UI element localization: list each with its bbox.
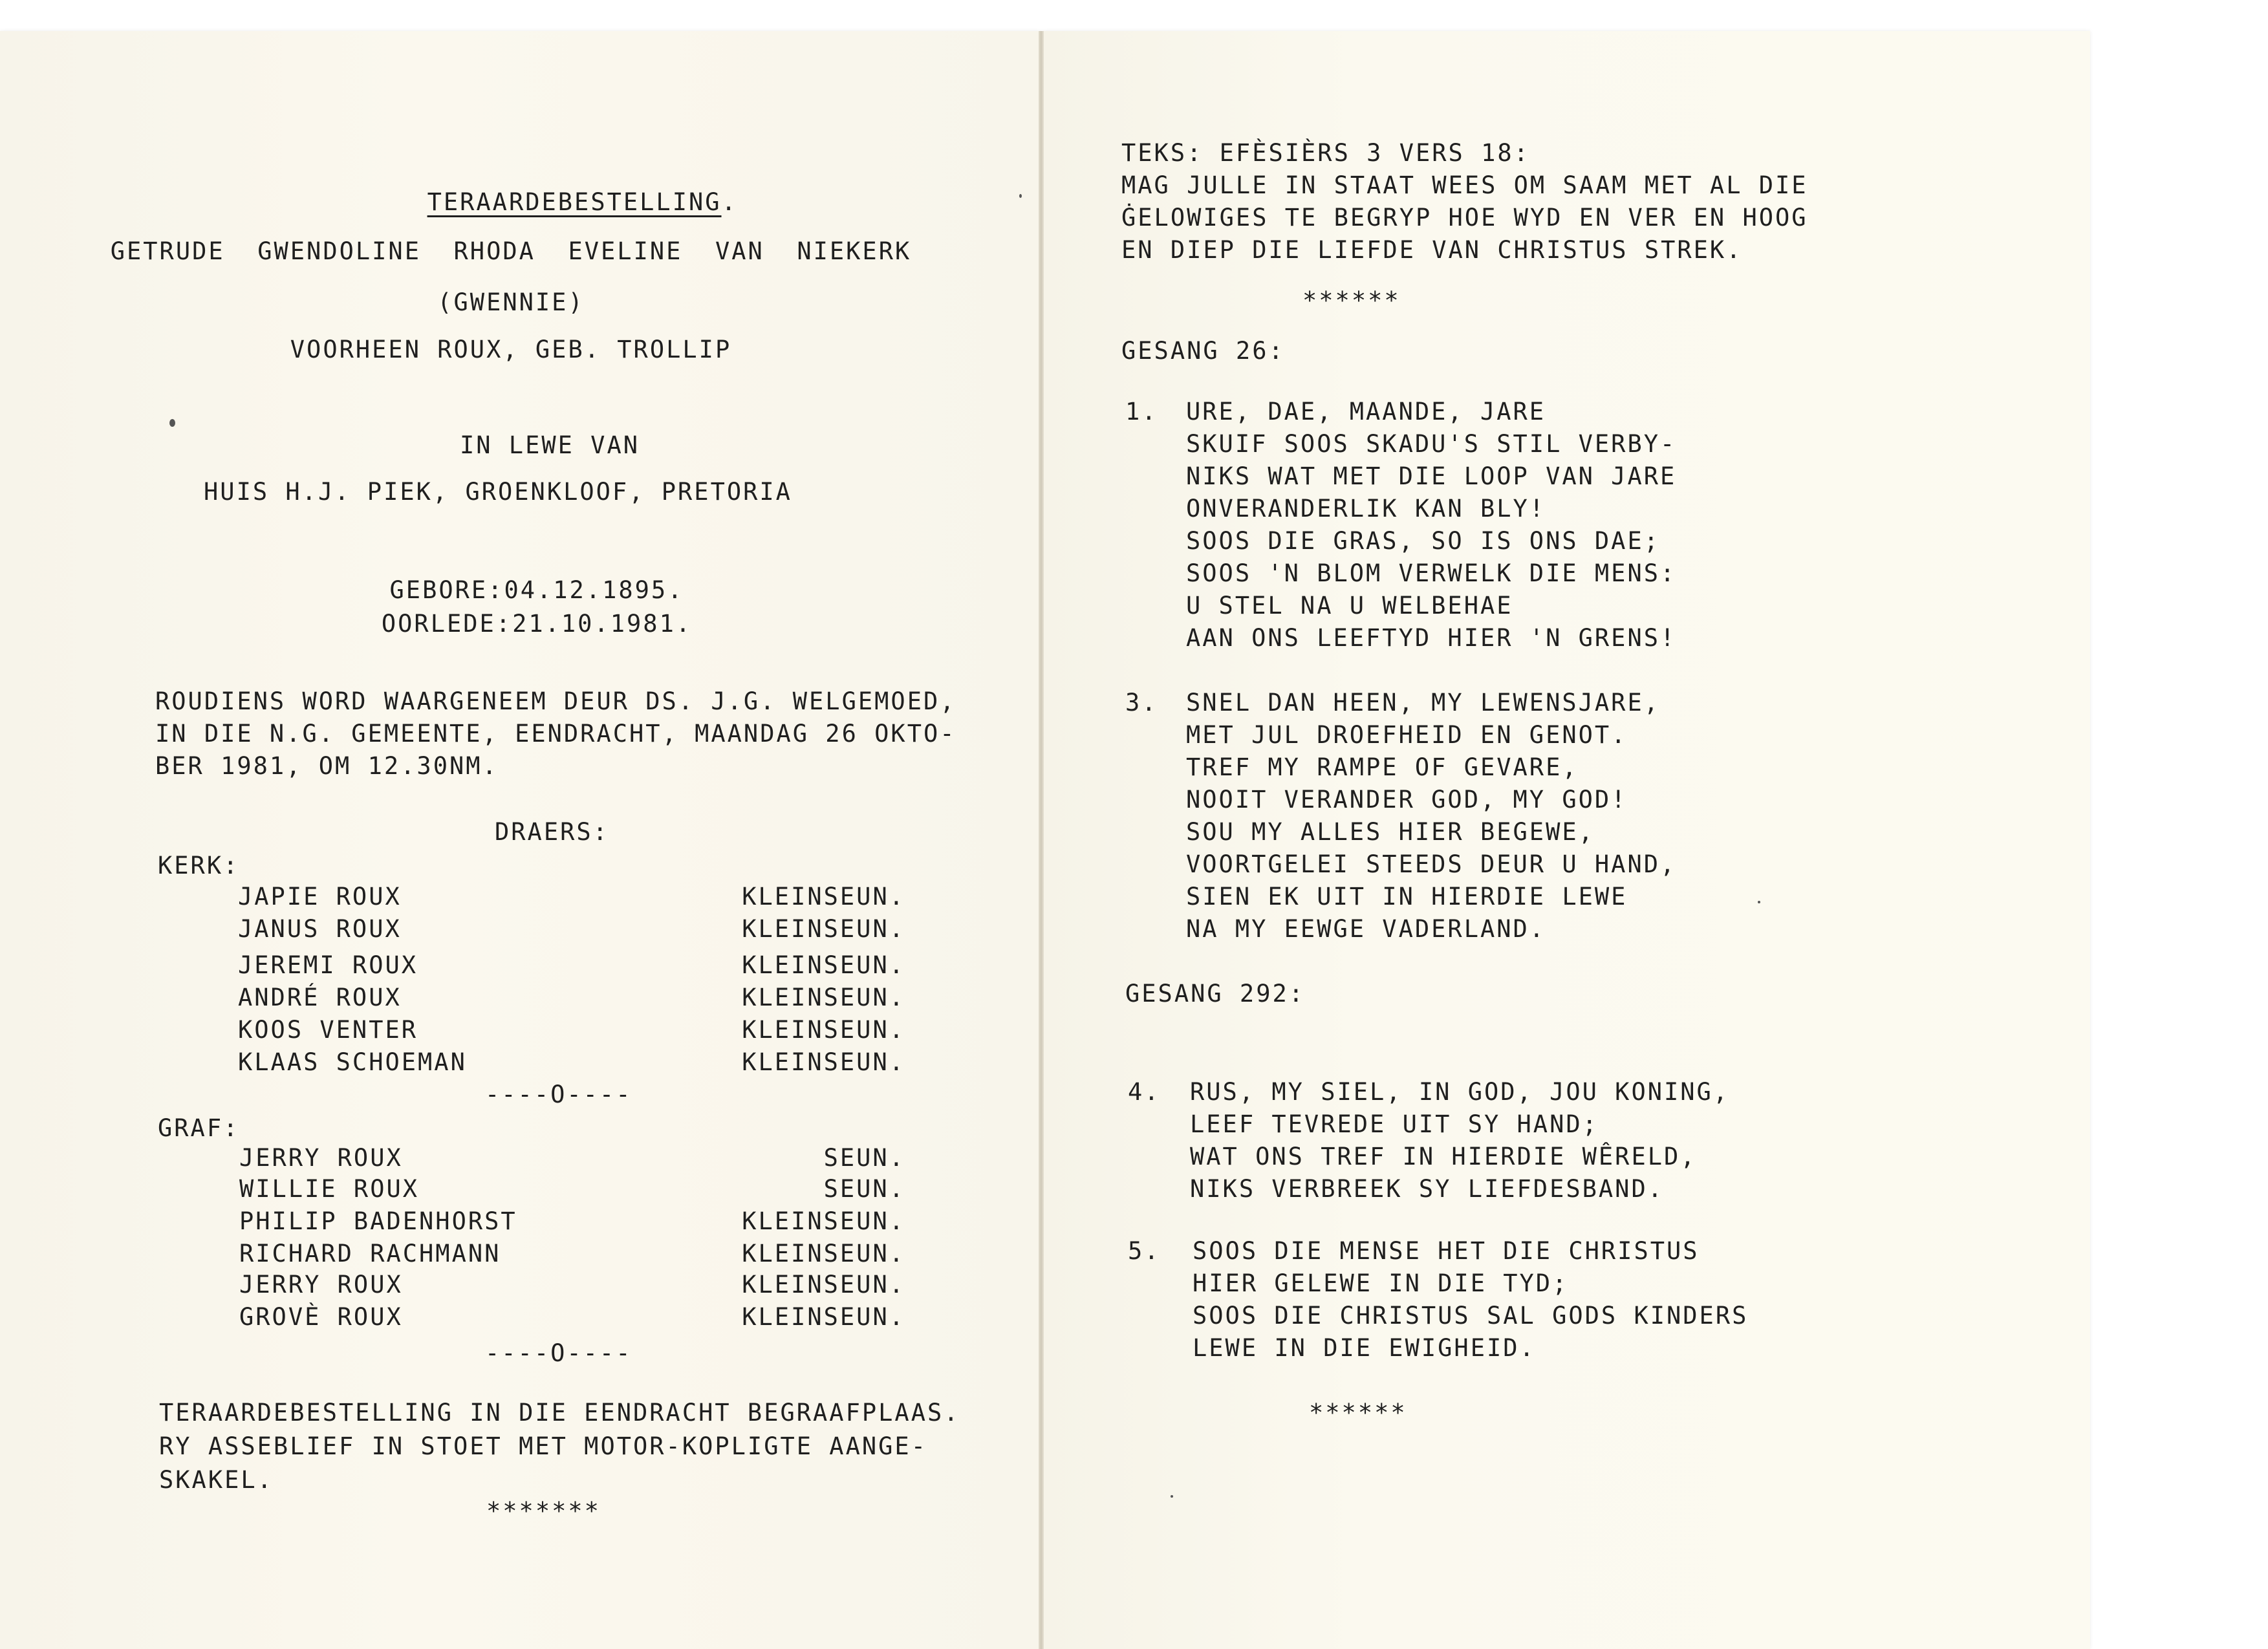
- verse-line: U STEL NA U WELBEHAE: [1186, 592, 1513, 620]
- paper-speck: [1171, 1495, 1173, 1498]
- paper-speck: [1019, 194, 1022, 198]
- verse-number: 4.: [1128, 1078, 1161, 1106]
- verse-line: NOOIT VERANDER GOD, MY GOD!: [1186, 786, 1628, 814]
- bearer-name: JAPIE ROUX: [238, 883, 402, 911]
- verse-line: AAN ONS LEEFTYD HIER 'N GRENS!: [1186, 624, 1677, 652]
- verse-line: LEWE IN DIE EWIGHEID.: [1193, 1334, 1536, 1362]
- burial-line: TERAARDEBESTELLING IN DIE EENDRACHT BEGRAAFPLAAS.: [159, 1399, 960, 1427]
- page-fold: [1039, 31, 1044, 1649]
- verse-line: SOOS DIE MENSE HET DIE CHRISTUS: [1193, 1237, 1700, 1265]
- verse-line: VOORTGELEI STEEDS DEUR U HAND,: [1186, 850, 1677, 878]
- verse-line: SOOS DIE CHRISTUS SAL GODS KINDERS: [1193, 1302, 1749, 1330]
- page-title: TERAARDEBESTELLING: [427, 188, 722, 216]
- verse-line: NIKS WAT MET DIE LOOP VAN JARE: [1186, 462, 1677, 490]
- burial-line: SKAKEL.: [159, 1466, 274, 1494]
- service-line: BER 1981, OM 12.30NM.: [155, 752, 499, 780]
- late-of-label: IN LEWE VAN: [459, 431, 640, 459]
- verse-line: SOOS 'N BLOM VERWELK DIE MENS:: [1186, 559, 1677, 587]
- bearer-name: KOOS VENTER: [238, 1016, 418, 1044]
- scripture-line: EN DIEP DIE LIEFDE VAN CHRISTUS STREK.: [1121, 236, 1743, 264]
- bearer-name: JERRY ROUX: [239, 1271, 403, 1299]
- former-names: VOORHEEN ROUX, GEB. TROLLIP: [290, 336, 732, 363]
- verse-line: MET JUL DROEFHEID EN GENOT.: [1186, 721, 1628, 749]
- bearer-name: RICHARD RACHMANN: [239, 1240, 501, 1267]
- date-of-birth: GEBORE:04.12.1895.: [389, 576, 684, 604]
- verse-line: NA MY EEWGE VADERLAND.: [1186, 915, 1546, 943]
- verse-number: 5.: [1128, 1237, 1161, 1265]
- verse-line: LEEF TEVREDE UIT SY HAND;: [1190, 1110, 1599, 1138]
- grave-label: GRAF:: [158, 1114, 240, 1142]
- bearer-relation: KLEINSEUN.: [742, 1048, 905, 1076]
- verse-line: URE, DAE, MAANDE, JARE: [1186, 398, 1546, 426]
- date-of-death: OORLEDE:21.10.1981.: [381, 610, 693, 638]
- bearer-relation: KLEINSEUN.: [742, 883, 905, 911]
- nickname: (GWENNIE): [437, 288, 585, 316]
- verse-number: 3.: [1125, 689, 1158, 717]
- separator: ----O----: [485, 1339, 632, 1367]
- verse-line: NIKS VERBREEK SY LIEFDESBAND.: [1190, 1175, 1665, 1203]
- verse-line: TREF MY RAMPE OF GEVARE,: [1186, 753, 1579, 781]
- bearer-relation: KLEINSEUN.: [742, 915, 905, 943]
- verse-line: SOU MY ALLES HIER BEGEWE,: [1186, 818, 1595, 846]
- bearer-name: JERRY ROUX: [239, 1144, 403, 1172]
- end-stars: *******: [486, 1497, 601, 1525]
- service-line: ROUDIENS WORD WAARGENEEM DEUR DS. J.G. WELGEMOED,: [155, 687, 956, 715]
- bearers-heading: DRAERS:: [495, 818, 609, 846]
- verse-line: ONVERANDERLIK KAN BLY!: [1186, 495, 1546, 523]
- bearer-name: PHILIP BADENHORST: [239, 1207, 517, 1235]
- separator: ----O----: [485, 1081, 632, 1108]
- scripture-line: MAG JULLE IN STAAT WEES OM SAAM MET AL DIE: [1121, 171, 1808, 199]
- scripture-reference: TEKS: EFÈSIÈRS 3 VERS 18:: [1121, 139, 1530, 167]
- bearer-relation: KLEINSEUN.: [742, 1271, 905, 1299]
- address: HUIS H.J. PIEK, GROENKLOOF, PRETORIA: [204, 478, 792, 506]
- bearer-relation: SEUN.: [823, 1175, 905, 1203]
- stars-divider: ******: [1302, 286, 1401, 314]
- service-line: IN DIE N.G. GEMEENTE, EENDRACHT, MAANDAG 26 OKTO-: [155, 720, 956, 748]
- church-label: KERK:: [158, 852, 240, 879]
- bearer-name: JANUS ROUX: [238, 915, 402, 943]
- full-name: GETRUDE GWENDOLINE RHODA EVELINE VAN NIEKERK: [110, 237, 912, 265]
- verse-line: SIEN EK UIT IN HIERDIE LEWE: [1186, 883, 1628, 911]
- bearer-name: GROVÈ ROUX: [239, 1303, 403, 1331]
- left-header: [394, 154, 738, 219]
- hymn-292-heading: GESANG 292:: [1125, 980, 1306, 1008]
- bearer-name: JEREMI ROUX: [238, 951, 418, 979]
- bearer-name: ANDRÉ ROUX: [238, 984, 402, 1011]
- bearer-relation: KLEINSEUN.: [742, 1303, 905, 1331]
- bearer-relation: KLEINSEUN.: [742, 1207, 905, 1235]
- hymn-26-heading: GESANG 26:: [1121, 337, 1285, 365]
- burial-line: RY ASSEBLIEF IN STOET MET MOTOR-KOPLIGTE AANGE-: [159, 1432, 927, 1460]
- verse-line: HIER GELEWE IN DIE TYD;: [1193, 1269, 1569, 1297]
- paper-speck: [169, 419, 175, 427]
- bearer-relation: KLEINSEUN.: [742, 984, 905, 1011]
- paper-speck: [1758, 901, 1760, 903]
- bearer-relation: KLEINSEUN.: [742, 1240, 905, 1267]
- scripture-line: ĠELOWIGES TE BEGRYP HOE WYD EN VER EN HOOG: [1121, 204, 1808, 232]
- bearer-relation: KLEINSEUN.: [742, 1016, 905, 1044]
- verse-line: SOOS DIE GRAS, SO IS ONS DAE;: [1186, 527, 1661, 555]
- verse-line: SNEL DAN HEEN, MY LEWENSJARE,: [1186, 689, 1661, 717]
- bearer-name: WILLIE ROUX: [239, 1175, 420, 1203]
- title-period: .: [721, 188, 738, 216]
- bearer-relation: SEUN.: [823, 1144, 905, 1172]
- verse-line: RUS, MY SIEL, IN GOD, JOU KONING,: [1190, 1078, 1730, 1106]
- verse-line: SKUIF SOOS SKADU'S STIL VERBY-: [1186, 430, 1677, 458]
- verse-number: 1.: [1125, 398, 1158, 426]
- bearer-relation: KLEINSEUN.: [742, 951, 905, 979]
- bearer-name: KLAAS SCHOEMAN: [238, 1048, 467, 1076]
- verse-line: WAT ONS TREF IN HIERDIE WÊRELD,: [1190, 1143, 1697, 1170]
- stars-divider: ******: [1309, 1399, 1407, 1427]
